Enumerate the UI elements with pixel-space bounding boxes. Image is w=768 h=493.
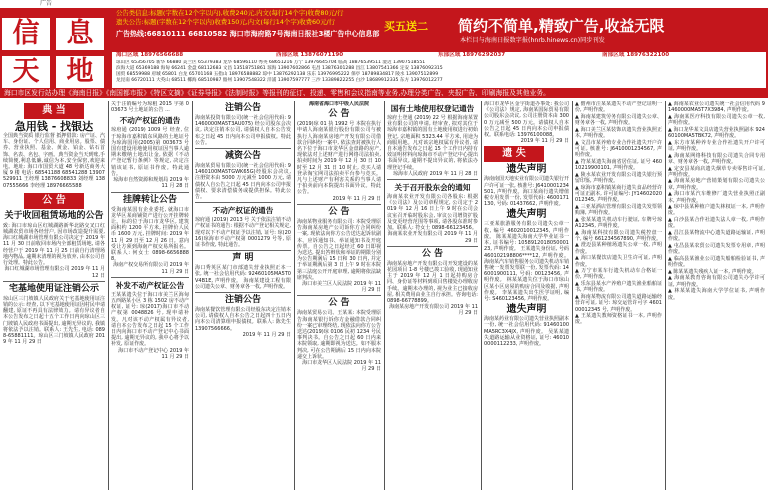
ad-headline: 国有土地使用权登记通告	[390, 104, 475, 113]
masthead-char: 息	[56, 18, 104, 50]
ad-body: 海南某餐饮管理有限公司经股东决定注销本公司, 请债权人自本公告之日起四十五日内向本公司清算组申报债权。联系人: 陈先生 13907566666。	[195, 307, 291, 332]
list-item: ▲ 昌江县某物流中心遗失道路运输证, 声明作废。	[668, 230, 765, 243]
header-banner	[0, 8, 768, 88]
masthead-char: 地	[56, 56, 104, 88]
masthead-char: 天	[2, 56, 50, 88]
list-item: ▲ 符某某遗失海南省居住证, 证号 46010219900101, 声明作废。	[575, 158, 662, 172]
hotline-line: 广告热线:66810111 66810582 海口市海府路7号海南日报社3楼广告中心信息部	[116, 30, 380, 38]
office-title: 南部区域 18976322100	[602, 52, 670, 58]
list-item: ▲ 屯昌县某农贸公司遗失发票专用章, 声明作废。	[668, 242, 765, 256]
ad-headline: 宅基地使用证注销公示	[8, 283, 99, 294]
ad-headline: 挂牌转让公告	[122, 194, 177, 205]
list-item: ▲ 海南某建筑劳务有限公司遗失公章、财务章各一枚, 声明作废。	[575, 113, 662, 127]
category-label-notice: 公 告	[24, 193, 84, 209]
list-item: ▲ 琼中县某种植户遗失林权证一本, 声明作废。	[668, 204, 765, 217]
list-item: ▲ 儋州市汪某某遗失不动产登记证明一份, 声明作废。	[575, 101, 662, 114]
ad-signature: 2019 年 11 月 29 日	[242, 331, 291, 338]
court-name: 海南省海口市中级人民法院	[308, 101, 369, 107]
ad-signature: 2019 年 11 月 29 日	[332, 195, 381, 202]
masthead-char: 信	[2, 18, 50, 50]
list-item: ▲ 琼海市嘉积镇某商行遗失食品经营许可证正副本, 许可证编号: JY14602020012345, 声明作废。	[575, 184, 662, 204]
ad-signature: 2019 年 11 月 29 日	[520, 138, 569, 145]
ad-headline: 注销公告	[224, 295, 261, 306]
ad-body: 海口秀英区某门市部遗失营业执照正本一张, 统一社会信用代码: 92460105MA5T0V4B1E, 声明作废。 海南某建设工程有限公司遗失公章、财务章各一枚, 声明作废。	[195, 265, 291, 290]
ad-body: 全国典当资质 银行监督 抵押借款: 房产证、汽车、身份证、个人信用、商业用房。股票、债券、营业执照、基金、黄金、铂金、钻石首饰、名表、名包、字画。典当资金当天到账,手续简便,利息低廉,诚信为本,安全保密,欢迎来电。地址: 海口市国贸大道 48 号新达商务大厦 9 楼 电话: 68541188 68541288 13907529911 王经理 13876608833 刘经理 13807555666 李经理 18976665588	[3, 133, 105, 189]
ad-body: 海南某贸易有限公司(统一社会信用代码: 91460100MA5TGWK65G)经股东会决议, 注册资本由 5000 万元减至 1000 万元, 请债权人自公告之日起 45 日内向本公司申报债权、要求清偿债务或提供担保。特此公告。	[195, 163, 291, 201]
pricing-line: 遗失公告:标题(字数在12个字以内)收费150元,内文(每行14个字)收费60元/行	[116, 18, 336, 26]
ad-headline: 遗失声明	[506, 164, 547, 176]
list-item: ▲ 海南某医疗科技有限公司遗失公章一枚, 声明作废。	[668, 113, 765, 127]
list-item: ▲ 万宁市某车行遗失机动车合格证一份, 声明作废。	[575, 268, 662, 281]
list-item: ▲ 海口龙华某文具店遗失营业执照副本 92460100MA5TBK72, 声明作废。	[668, 126, 765, 140]
list-item: ▲ 王某遗失教师资格证书一本, 声明作废。	[575, 313, 662, 326]
ad-body: 受海南某国有企业委托, 就海口市龙华区某商铺资产进行公开挂牌转让。标的位于海口市龙华区, 建筑面积约 1200 平方米, 挂牌价人民币 1600 万元, 挂牌时间: 2019 年 11 月 29 日至 12 月 26 日。意向受让方须到海南产权交易所报名。联系人: 何女士 0898-66568888。	[111, 206, 189, 263]
distribution-band: 海口市区发行站办理《海南日报》《南国都市报》《特区文摘》《证券导报》《法制时报》等报刊的征订、投递、零售和会议指南等业务,办理分类广告、夹报广告、印刷海报及其他业务。	[0, 88, 768, 98]
list-item: ▲ 陵水某农业开发有限公司遗失银行预留印鉴, 声明作废。	[575, 171, 662, 184]
column-4	[297, 101, 381, 490]
web-sync-note: 本栏目与海南日报数字报(hnrb.hinews.cn)同步刊发	[460, 37, 605, 44]
ad-body: 海南某贸易公司、王某某: 本院受理原告海南某银行诉你方金融借款合同纠纷一案已审理终结, 现依法向你方公告送达(2019)琼 0106 民初 1234 号民事判决书。自公告之日起 60 日内来本院领取, 逾期即视为送达。如不服本判决, 可在公告期满后 15 日内向本院递交上诉状。	[297, 310, 381, 360]
ad-body: 琼山区三门坡镇人民政府关于宅基地使用证注销的公示: 经查, 以下宅基地使用证因村民申请翻建, 原证不再具有法律效力。请有异议者自本公告发布之日起十五个工作日内向琼山区三门坡镇人民政府书面提出, 逾期无异议的, 我镇将依法予以注销。联系人: 王先生, 电话: 0898-65881111。琼山区三门坡镇人民政府 2019 年 11 月 29 日	[3, 295, 105, 346]
ad-headline: 遗失声明	[506, 304, 547, 316]
column-5	[387, 101, 478, 490]
ad-body: 海南南国天地实业有限公司遗失银行开户许可证一张, 核准号: J6410001234501, 声明作废。海口某商行遗失增值税专用发票一份, 发票代码: 4600171130, 号码: 01437662, 声明作废。	[484, 176, 569, 208]
list-item: ▲ 三亚某酒店管理有限公司遗失发票领购簿, 声明作废。	[575, 203, 662, 216]
ad-body: (2019)琼 01 执 1992 号 本院在执行申请人海南某银行股份有限公司与被执行人海南某房地产开发有限公司借款合同纠纷一案中, 依法查封被执行人名下位于海口市龙华区金盘路的房产, 现依法对上述财产进行网络司法拍卖, 拍卖时间为 2019 年 12 月 30 日 10 时至 12 月 31 日 10 时止, 竞买人请登录淘宝网司法拍卖平台参与竞买。凡与上述财产有利害关系的当事人请于拍卖前向本院提出书面异议。特此公告。	[297, 121, 381, 196]
ad-signature: 海南某房地产开发有限公司 2019 年 11 月 29 日	[389, 304, 478, 317]
ad-body: 致: 海口市琼山区红城湖路新华北路交叉口红城湖农贸市场各经营户, 因市场改造提升需要, 海口红城湖市场管理有限公司决定于 2019 年 11 月 30 日前收回市场内全部租赁场地, 请各经营户于 2019 年 11 月 25 日前自行清理场地内物品, 逾期未清理的视为放弃, 由本公司自行处理。特此公告。	[3, 222, 105, 267]
ad-headline: 补发不动产权证公告	[115, 280, 185, 290]
list-item: ▲ 海口美兰区某装饰店遗失营业执照正本, 声明作废。	[575, 126, 662, 140]
office-title: 海口区域 18976566688	[116, 52, 184, 58]
list-item: ▲ 东方市某种养专业合作社遗失开户许可证, 声明作废。	[668, 139, 765, 152]
ad-signature: 海口市不动产登记中心 2019 年 11 月 29 日	[118, 347, 189, 360]
list-item: ▲ 定安县某商店遗失烟草专卖零售许可证, 声明作废。	[668, 165, 765, 178]
list-item: ▲ 文昌市某养殖专业合作社遗失开户许可证, 核准号: J6410001234567, 声明作废。	[575, 139, 662, 159]
slogan: 简约不简单,精致广告,收益无限	[458, 17, 665, 35]
ad-signature: 海口市龙华区人民法院 2019 年 11 月 29 日	[302, 360, 381, 373]
ad-body: 王某某遗失位于海口市美兰区海甸五西路某小区 3 栋 1502 房不动产权证, 证号: 琼(2017)海口市不动产权第 0048826 号, 现申请补发。凡对该不动产权属有异议者, 请自本公告发布之日起 15 个工作日内向海口市不动产登记中心书面提出, 逾期无异议的, 我中心将予以补发, 原证作废。	[111, 291, 189, 348]
pricing-line: 公告类信息:标题(字数在12个字以内),收费240元,内文(每行14个字)收费80元/行	[116, 9, 344, 17]
list-item: ▲ 陈某某遗失残疾人证一本, 声明作废。	[668, 268, 757, 275]
ad-headline: 遗失声明	[506, 209, 547, 221]
category-label-pawn: 典 当	[24, 103, 84, 119]
masthead-logo	[2, 18, 110, 90]
promo-text: 买五送二	[384, 20, 428, 33]
ad-signature: 海口红城湖市场管理有限公司 2019 年 11 月 12 日	[4, 266, 105, 279]
list-item: ▲ 海南某房地产营销策划有限公司遗失公章, 声明作废。	[668, 178, 765, 191]
list-item: ▲ 张某某遗失机动车行驶证, 车牌号琼 A12345, 声明作废。	[575, 216, 662, 229]
ad-body: 海南某房地产开发有限公司开发建设的某花园项目 1-8 号楼已竣工验收, 现通知业主于 2019 年 12 月 1 日起持购房合同、身份证等材料到项目售楼处办理收房手续。逾期未办理的, 视为业主已接收房屋, 相关费用由业主自行承担。咨询电话: 0898-66778899。	[387, 260, 478, 305]
list-item: ▲ 白沙县某合作社遗失法人章一枚, 声明作废。	[668, 217, 765, 230]
office-phone-table: 琼山区 65356705 新华 66880 美兰区 65379383 龙华 68596110 秀英 68651216 万宁 13976645704 临高 18876539511 澄迈 13907518551 滨海大道 65369188 海甸 66241 金盘 68112683 文昌 13518751861 琼海 13907602866 屯昌 13876301288 昌江 13807541366 定安 13876092315 国贸 68559988 府城 65801 白龙 65701168 五指山 18976588882 琼中 13876292138 乐东 13976995222 保亭 18789834817 陵水 13907512899 龙昆南 66720111 大英山 68511 椰海 68510987 儋州 13907548322 洋浦 13907597777 三沙 13389822255 白沙 18689912335 东方 13976012277	[116, 60, 443, 83]
ad-headline: 公 告	[328, 298, 350, 309]
ad-signature: 海南某农业开发有限公司 2019 年 11 月 29 日	[387, 231, 478, 244]
page-section-label: 广告	[40, 0, 53, 7]
ad-body: 琼府通 (2019) 2013 号 关于依法注销不动产权证书的通告: 根据不动产登记相关规定, 现对以下不动产权证予以注销, 证号: 琼(2016)琼海市不动产权第 0001279 号等, 原证书作废, 特此通告。	[195, 217, 291, 249]
column-8	[668, 101, 765, 490]
ad-headline: 减资公告	[224, 151, 261, 162]
list-item: ▲ 乐东县某水产养殖户遗失渔业船舶证书, 声明作废。	[575, 281, 662, 294]
column-7	[575, 101, 662, 490]
ad-headline: 注销公告	[224, 103, 261, 113]
list-item: ▲ 海南某科技有限公司遗失税控盘一个, 编号 661234567890, 声明作废。	[575, 229, 662, 242]
ad-headline: 关于召开股东会的通知	[394, 183, 471, 193]
ad-headline: 公 告	[328, 206, 350, 217]
list-item: ▲ 临高县某渔业公司遗失船舶检验证书, 声明作废。	[668, 255, 765, 269]
ad-headline: 不动产权证的通告	[212, 206, 274, 216]
ad-signature: 海南产权交易所有限公司 2019 年 11 月 29 日	[113, 262, 189, 275]
ad-headline: 关于收回租赁场地的公告	[4, 210, 104, 221]
ad-body: 关于注销编号为琼租 2015 字第 003673 号土地证的公告 ...	[111, 101, 189, 114]
ad-signature: 海口市美兰区人民法院 2019 年 11 月 29 日	[302, 280, 381, 294]
ad-headline: 急用钱 - 找银达	[14, 120, 94, 133]
list-item: ▲ 海口市某汽车维修厂遗失营业执照正副本, 声明作废。	[668, 191, 765, 204]
list-item: ▲ 澄迈县某种植场遗失公章一枚, 声明作废。	[575, 242, 662, 255]
list-item: ▲ 海南某教育咨询有限公司遗失办学许可证, 声明作废。	[668, 275, 765, 288]
ad-body: 海南某药业有限公司遗失营业执照副本一份, 统一社会信用代码: 91460100MA5RC3X4JX, 声明作废。 吴某某遗失道路运输从业资格证, 证号: 460100000112233, 声明作废。	[484, 316, 569, 347]
ad-headline: 公 告	[328, 109, 350, 120]
column-3	[195, 101, 291, 490]
ad-body: 海南某物业服务有限公司: 本院受理原告海南某房地产公司诉你方合同纠纷一案, 现依法向你方公告送达起诉状副本、应诉通知书、举证通知书及开庭传票。自公告之日起经过 60 日即视为送达, 提出答辩状和举证的期限分别为公告期满后 15 日和 30 日内, 并定于举证期满后第 3 日上午 9 时在本院第三法庭公开开庭审理, 逾期将依法缺席判决。	[297, 218, 381, 281]
ad-headline: 公 告	[421, 248, 444, 259]
list-item: ▲ 海南某物流有限公司遗失道路运输经营许可证, 证号: 琼交运管许可字 460100012345 号, 声明作废。	[575, 294, 662, 313]
list-item: ▲ 海南某农业公司遗失统一社会信用代码 91460000MA5T7X3984, 声明作废。	[668, 101, 765, 114]
column-6	[484, 101, 569, 490]
ad-headline: 声 明	[232, 253, 254, 264]
list-item: ▲ 海口某餐饮店遗失卫生许可证, 声明作废。	[575, 255, 662, 268]
ad-signature: 琼海市人民政府 2019 年 11 月 28 日	[393, 170, 478, 177]
ad-headline: 不动产权证的通告	[119, 116, 181, 126]
ad-body: 琼府土登通 (2019) 22 号 根据海南某置业有限公司的申请, 经审查, 拟对其位于琼海市嘉积镇的国有土地使用权进行初始登记, 宗地面积 5323.44 平方米, 用途为商服用地。凡对该宗地权属有异议者, 请自本通告发布之日起 15 个工作日内持有效证明材料向琼海市不动产登记中心提出书面异议, 逾期不提出异议的, 将依法办理登记手续。	[387, 115, 478, 171]
ad-body: 琼府通 (2019) 1009 号 经查, 位于琼海市嘉积镇东风路的土地证号为琼海国用(2005)第 003673 号国有建设用地使用权证因当事人逾期未缴纳土地出让金, 依据《不动产登记暂行条例》等规定, 决定注销该证书, 原证书作废。特此通告。	[111, 127, 189, 177]
office-directory	[112, 52, 766, 90]
ad-body: 海南某农业开发有限公司各股东: 根据《公司法》及公司章程规定, 公司定于 2019 年 12 月 16 日上午 9 时在公司会议室召开临时股东会, 审议公司增资扩股及变更经营范围等事项, 请各股东准时参加。联系人: 符女士 0898-66123456。	[387, 194, 478, 232]
list-item: ▲ 林某某遗失海南大学学位证书, 声明作废。	[668, 288, 765, 301]
list-item: ▲ 海南某网络科技有限公司遗失合同专用章、财务章各一枚, 声明作废。	[668, 152, 765, 165]
ad-body: 海南某投资有限公司(统一社会信用代码: 91460000MA5T3AU075) 经公司股东会决议, 决定注销本公司, 请债权人自本公告发布之日起 45 日内向本公司申报债权。特此公告。	[195, 115, 291, 146]
ad-signature: 琼海市自然资源和规划局 2019 年 11 月 28 日	[113, 177, 189, 190]
ad-body: 三亚某旅游服务有限公司遗失公章一枚, 编号 4602010012345, 声明作废。 陈某某遗失海南大学毕业证书一本, 证书编号: 105891201805000123, 声明作废。 王某遗失身份证, 号码 460102198806****12, 声明作废。 海南某汽车销售服务公司遗失机动车销售统一发票发票联一份, 发票代码: 146001900111, 号码: 00123456, 声明作废。 林某某遗失位于海口市琼山区某小区房屋的购房合同及收据, 声明作废。 李某某遗失出生医学证明, 编号: S460123456, 声明作废。	[484, 221, 569, 302]
office-title: 东部区域 18976292037	[438, 52, 506, 58]
category-label-lost: 遗 失	[484, 146, 544, 162]
ad-body: 海口市龙华区金宇街道办事处: 我公司《公司法》规定, 海南某国际贸易有限公司股东会决议, 公司注册资本由 3000 万元减至 500 万元。请债权人自本公告之日起 45 日内向本公司申报债权。联系电话: 13976100088。	[484, 101, 569, 139]
column-1	[3, 101, 105, 490]
column-2	[111, 101, 189, 490]
office-title: 西部区域 13876071190	[276, 52, 344, 58]
